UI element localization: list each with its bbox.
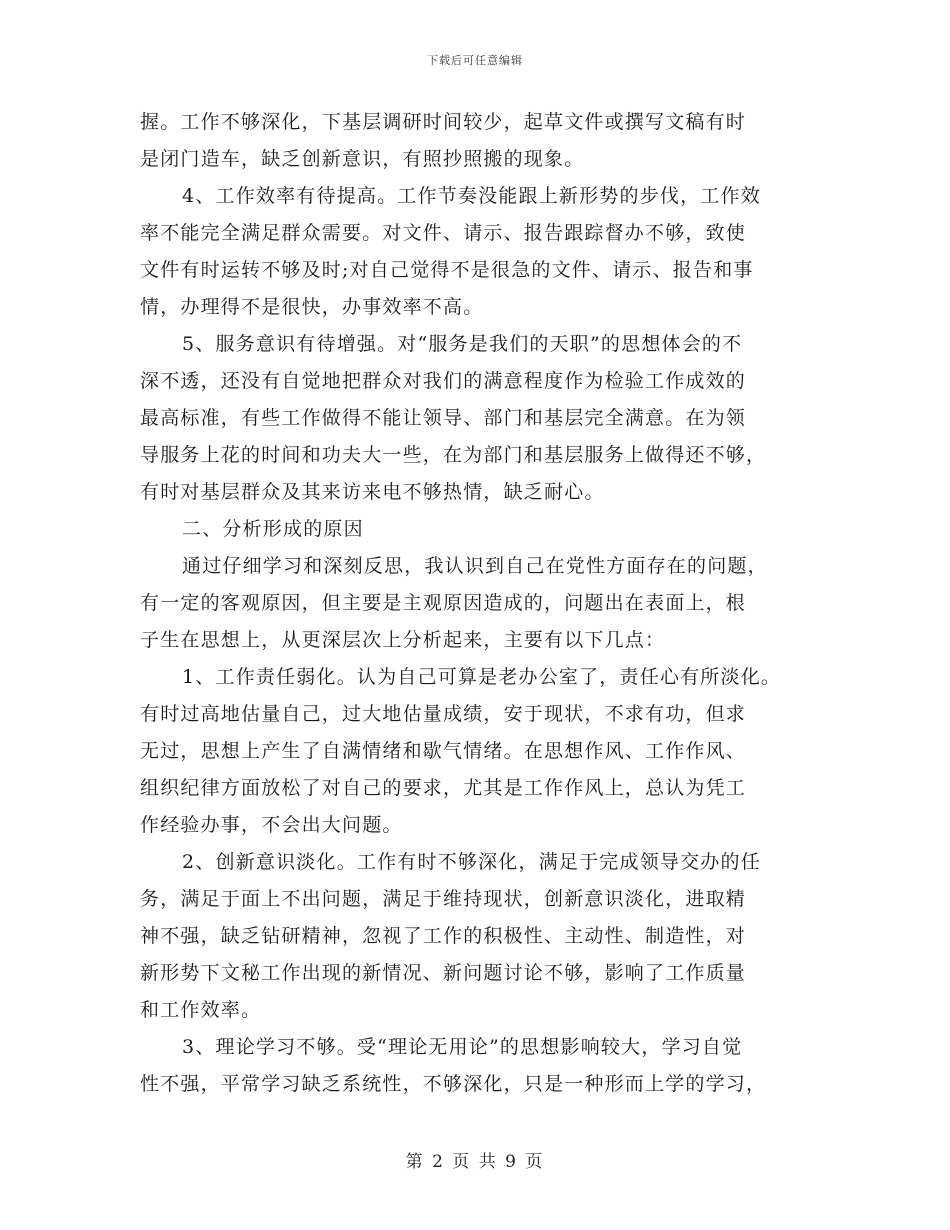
text-line: 深不透，还没有自觉地把群众对我们的满意程度作为检验工作成效的 (140, 370, 747, 392)
text-line: 务，满足于面上不出问题，满足于维持现状，创新意识淡化，进取精 (140, 888, 747, 910)
text-line: 无过，思想上产生了自满情绪和歇气情绪。在思想作风、工作作风、 (140, 740, 747, 762)
text-line: 情，办理得不是很快，办事效率不高。 (140, 296, 484, 318)
text-line: 新形势下文秘工作出现的新情况、新问题讨论不够，影响了工作质量 (140, 962, 747, 984)
text-line: 有时对基层群众及其来访来电不够热情，缺乏耐心。 (140, 481, 605, 503)
text-line: 1、工作责任弱化。认为自己可算是老办公室了，责任心有所淡化。 (182, 666, 782, 688)
text-line: 子生在思想上，从更深层次上分析起来，主要有以下几点： (140, 629, 666, 651)
text-line: 文件有时运转不够及时;对自己觉得不是很急的文件、请示、报告和事 (140, 259, 754, 281)
document-body (140, 104, 820, 1103)
text-line: 导服务上花的时间和功夫大一些，在为部门和基层服务上做得还不够， (140, 444, 767, 466)
text-line: 组织纪律方面放松了对自己的要求，尤其是工作作风上，总认为凭工 (140, 777, 747, 799)
text-line: 作经验办事，不会出大问题。 (140, 814, 403, 836)
text-line: 5、服务意识有待增强。对“服务是我们的天职”的思想体会的不 (182, 333, 743, 355)
text-line: 是闭门造车，缺乏创新意识，有照抄照搬的现象。 (140, 148, 585, 170)
page-header: 下载后可任意编辑 (427, 54, 523, 67)
text-line: 3、理论学习不够。受“理论无用论”的思想影响较大，学习自觉 (182, 1036, 743, 1058)
text-line: 2、创新意识淡化。工作有时不够深化，满足于完成领导交办的任 (182, 851, 761, 873)
text-line: 有一定的客观原因，但主要是主观原因造成的，问题出在表面上，根 (140, 592, 747, 614)
text-line: 神不强，缺乏钻研精神，忽视了工作的积极性、主动性、制造性，对 (140, 925, 747, 947)
text-line: 4、工作效率有待提高。工作节奏没能跟上新形势的步伐，工作效 (182, 185, 761, 207)
page-footer: 第 2 页 共 9 页 (405, 1152, 545, 1172)
text-line: 性不强，平常学习缺乏系统性，不够深化，只是一种形而上学的学习， (140, 1073, 767, 1095)
text-line: 通过仔细学习和深刻反思，我认识到自己在党性方面存在的问题， (182, 555, 768, 577)
text-line: 最高标准，有些工作做得不能让领导、部门和基层完全满意。在为领 (140, 407, 747, 429)
text-line: 和工作效率。 (140, 999, 262, 1021)
text-line: 有时过高地估量自己，过大地估量成绩，安于现状，不求有功，但求 (140, 703, 747, 725)
text-line: 率不能完全满足群众需要。对文件、请示、报告跟踪督办不够，致使 (140, 222, 747, 244)
text-line: 二、分析形成的原因 (182, 518, 364, 540)
text-line: 握。工作不够深化，下基层调研时间较少，起草文件或撰写文稿有时 (140, 111, 747, 133)
